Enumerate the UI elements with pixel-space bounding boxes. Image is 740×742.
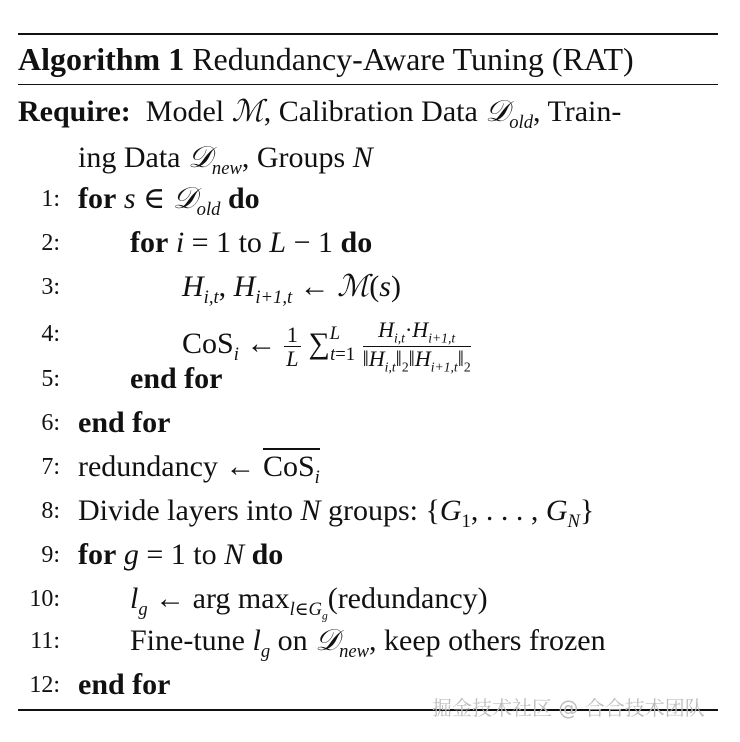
step-8 xyxy=(0,489,740,533)
step-8-body: Divide layers into N groups: {$G_1$, . . . , $G_N$} xyxy=(78,494,595,532)
step-4 xyxy=(0,307,740,374)
line-number: 5: xyxy=(41,366,60,392)
line-number: 9: xyxy=(41,542,60,568)
require-keyword: Require: xyxy=(18,95,131,128)
step-3 xyxy=(0,265,740,309)
line-number: 8: xyxy=(41,498,60,524)
line-number: 2: xyxy=(41,230,60,256)
header-rule xyxy=(18,84,718,85)
line-number: 3: xyxy=(41,274,60,300)
step-5-body: end for xyxy=(130,362,223,395)
step-2 xyxy=(0,221,740,265)
line-number: 10: xyxy=(29,586,60,612)
step-11 xyxy=(0,619,740,663)
one-over-L: $\frac{1}{L}$ xyxy=(284,323,301,370)
step-6-body: end for xyxy=(78,406,171,439)
step-1 xyxy=(0,177,740,221)
line-number: 1: xyxy=(41,186,60,212)
step-9-body: for g = 1 to N do xyxy=(78,538,284,571)
line-number: 11: xyxy=(30,628,60,654)
step-3-body: $H_{i,t}$, $H_{i+1,t}$ ← ℳ(s) xyxy=(182,269,401,308)
step-9 xyxy=(0,533,740,577)
step-12-body: end for xyxy=(78,668,171,701)
step-10-body: $l_g$ ← arg $\max_{l\in G_g}(redundancy)$ xyxy=(130,582,488,623)
cosine-fraction: $\frac{H_{i,t}\cdot H_{i+1,t}}{‖H_{i,t}‖_2‖H_{i+1,t}‖_2}$ xyxy=(362,316,471,374)
require-text-1: Model ℳ, Calibration Data 𝒟$_{old}$, Train- xyxy=(138,94,622,133)
step-1-body: for s ∈ 𝒟$_{old}$ do xyxy=(78,181,260,220)
algorithm-label: Algorithm 1 xyxy=(18,41,185,77)
step-11-body: Fine-tune $l_g$ on 𝒟$_{new}$, keep others frozen xyxy=(130,623,606,662)
step-7-body: redundancy ← CoS$_i$ xyxy=(78,450,320,488)
algorithm-name: Redundancy-Aware Tuning (RAT) xyxy=(192,41,634,77)
watermark: 掘金技术社区 @ 合合技术团队 xyxy=(432,696,705,720)
step-7 xyxy=(0,445,740,489)
line-number: 4: xyxy=(41,321,60,347)
step-6 xyxy=(0,401,740,445)
top-rule xyxy=(18,33,718,35)
step-2-body: for i = 1 to L − 1 do xyxy=(130,226,373,259)
step-4-body: CoS$_i$ ← $\frac{1}{L}$ ∑$^L_{t=1}$ $\frac{H_{i,t}\cdot H_{i+1,t}}{‖H_{i,t}‖_2‖H_{i+1,t}‖_2}$ xyxy=(182,316,471,374)
step-5 xyxy=(0,357,740,401)
algorithm-title xyxy=(18,37,634,81)
step-10 xyxy=(0,577,740,621)
line-number: 6: xyxy=(41,410,60,436)
line-number: 12: xyxy=(29,672,60,698)
line-number: 7: xyxy=(41,454,60,480)
require-line-2: ing Data 𝒟$_{new}$, Groups N xyxy=(78,140,373,179)
